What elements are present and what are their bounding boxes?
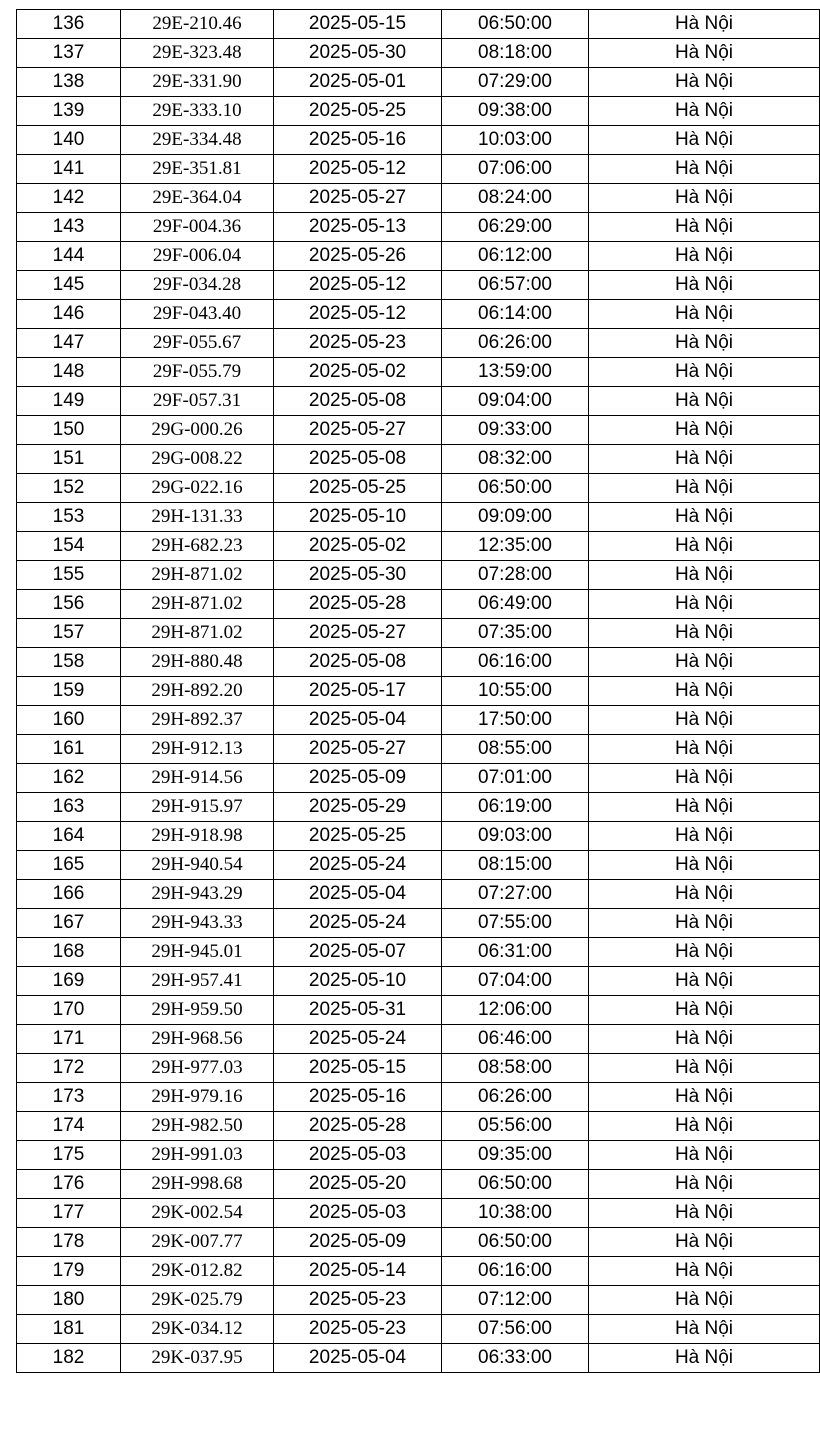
row-number-cell: 146 — [17, 300, 121, 329]
license-plate-cell: 29E-210.46 — [121, 10, 274, 39]
license-plate-cell: 29E-334.48 — [121, 126, 274, 155]
violation-date-cell: 2025-05-23 — [274, 329, 442, 358]
location-cell: Hà Nội — [589, 1054, 820, 1083]
license-plate-cell: 29H-945.01 — [121, 938, 274, 967]
violation-date-cell: 2025-05-10 — [274, 503, 442, 532]
location-cell: Hà Nội — [589, 155, 820, 184]
location-cell: Hà Nội — [589, 706, 820, 735]
violation-date-cell: 2025-05-10 — [274, 967, 442, 996]
row-number-cell: 168 — [17, 938, 121, 967]
location-cell: Hà Nội — [589, 184, 820, 213]
table-row — [17, 880, 820, 909]
violation-time-cell: 06:50:00 — [442, 474, 589, 503]
violation-date-cell: 2025-05-26 — [274, 242, 442, 271]
violation-time-cell: 06:46:00 — [442, 1025, 589, 1054]
row-number-cell: 144 — [17, 242, 121, 271]
table-row — [17, 445, 820, 474]
location-cell: Hà Nội — [589, 764, 820, 793]
license-plate-cell: 29H-682.23 — [121, 532, 274, 561]
violation-time-cell: 05:56:00 — [442, 1112, 589, 1141]
row-number-cell: 170 — [17, 996, 121, 1025]
violation-date-cell: 2025-05-25 — [274, 474, 442, 503]
location-cell: Hà Nội — [589, 851, 820, 880]
table-row — [17, 184, 820, 213]
violation-time-cell: 07:01:00 — [442, 764, 589, 793]
license-plate-cell: 29F-006.04 — [121, 242, 274, 271]
table-row — [17, 271, 820, 300]
violation-time-cell: 08:58:00 — [442, 1054, 589, 1083]
license-plate-cell: 29K-034.12 — [121, 1315, 274, 1344]
location-cell: Hà Nội — [589, 677, 820, 706]
location-cell: Hà Nội — [589, 1315, 820, 1344]
table-row — [17, 503, 820, 532]
location-cell: Hà Nội — [589, 996, 820, 1025]
location-cell: Hà Nội — [589, 1286, 820, 1315]
violation-time-cell: 06:49:00 — [442, 590, 589, 619]
license-plate-cell: 29K-037.95 — [121, 1344, 274, 1373]
row-number-cell: 137 — [17, 39, 121, 68]
row-number-cell: 180 — [17, 1286, 121, 1315]
table-row — [17, 97, 820, 126]
violation-time-cell: 08:32:00 — [442, 445, 589, 474]
license-plate-cell: 29H-880.48 — [121, 648, 274, 677]
license-plate-cell: 29H-982.50 — [121, 1112, 274, 1141]
license-plate-cell: 29E-333.10 — [121, 97, 274, 126]
table-row — [17, 1025, 820, 1054]
license-plate-cell: 29H-892.37 — [121, 706, 274, 735]
violation-time-cell: 06:16:00 — [442, 1257, 589, 1286]
row-number-cell: 158 — [17, 648, 121, 677]
license-plate-cell: 29H-914.56 — [121, 764, 274, 793]
violation-date-cell: 2025-05-27 — [274, 735, 442, 764]
violation-time-cell: 13:59:00 — [442, 358, 589, 387]
license-plate-cell: 29H-991.03 — [121, 1141, 274, 1170]
location-cell: Hà Nội — [589, 967, 820, 996]
violation-time-cell: 08:18:00 — [442, 39, 589, 68]
location-cell: Hà Nội — [589, 300, 820, 329]
license-plate-cell: 29H-940.54 — [121, 851, 274, 880]
license-plate-cell: 29H-871.02 — [121, 590, 274, 619]
location-cell: Hà Nội — [589, 822, 820, 851]
license-plate-cell: 29G-008.22 — [121, 445, 274, 474]
license-plate-cell: 29H-957.41 — [121, 967, 274, 996]
violation-time-cell: 06:33:00 — [442, 1344, 589, 1373]
violation-date-cell: 2025-05-24 — [274, 1025, 442, 1054]
row-number-cell: 145 — [17, 271, 121, 300]
license-plate-cell: 29E-331.90 — [121, 68, 274, 97]
row-number-cell: 181 — [17, 1315, 121, 1344]
location-cell: Hà Nội — [589, 1083, 820, 1112]
violation-time-cell: 06:12:00 — [442, 242, 589, 271]
violation-date-cell: 2025-05-12 — [274, 300, 442, 329]
table-row — [17, 126, 820, 155]
violation-date-cell: 2025-05-28 — [274, 1112, 442, 1141]
violation-time-cell: 06:29:00 — [442, 213, 589, 242]
violation-time-cell: 06:50:00 — [442, 1170, 589, 1199]
license-plate-cell: 29G-000.26 — [121, 416, 274, 445]
row-number-cell: 162 — [17, 764, 121, 793]
row-number-cell: 138 — [17, 68, 121, 97]
row-number-cell: 147 — [17, 329, 121, 358]
license-plate-cell: 29F-057.31 — [121, 387, 274, 416]
license-plate-cell: 29H-871.02 — [121, 561, 274, 590]
table-row — [17, 242, 820, 271]
location-cell: Hà Nội — [589, 416, 820, 445]
violation-date-cell: 2025-05-07 — [274, 938, 442, 967]
table-row — [17, 764, 820, 793]
license-plate-cell: 29K-002.54 — [121, 1199, 274, 1228]
violation-date-cell: 2025-05-09 — [274, 764, 442, 793]
violation-time-cell: 06:50:00 — [442, 10, 589, 39]
violation-table-body — [17, 10, 820, 1373]
violation-date-cell: 2025-05-12 — [274, 271, 442, 300]
row-number-cell: 142 — [17, 184, 121, 213]
violation-time-cell: 10:38:00 — [442, 1199, 589, 1228]
table-row — [17, 387, 820, 416]
violation-date-cell: 2025-05-25 — [274, 822, 442, 851]
table-row — [17, 213, 820, 242]
license-plate-cell: 29H-943.33 — [121, 909, 274, 938]
license-plate-cell: 29H-918.98 — [121, 822, 274, 851]
violation-time-cell: 06:19:00 — [442, 793, 589, 822]
violation-table — [16, 9, 820, 1373]
violation-date-cell: 2025-05-08 — [274, 387, 442, 416]
violation-time-cell: 06:31:00 — [442, 938, 589, 967]
table-row — [17, 938, 820, 967]
violation-time-cell: 08:24:00 — [442, 184, 589, 213]
license-plate-cell: 29H-943.29 — [121, 880, 274, 909]
violation-time-cell: 07:56:00 — [442, 1315, 589, 1344]
row-number-cell: 153 — [17, 503, 121, 532]
location-cell: Hà Nội — [589, 909, 820, 938]
license-plate-cell: 29H-959.50 — [121, 996, 274, 1025]
row-number-cell: 139 — [17, 97, 121, 126]
violation-time-cell: 06:14:00 — [442, 300, 589, 329]
table-row — [17, 996, 820, 1025]
location-cell: Hà Nội — [589, 1344, 820, 1373]
table-row — [17, 967, 820, 996]
violation-time-cell: 06:57:00 — [442, 271, 589, 300]
violation-time-cell: 07:28:00 — [442, 561, 589, 590]
location-cell: Hà Nội — [589, 880, 820, 909]
table-row — [17, 1257, 820, 1286]
license-plate-cell: 29G-022.16 — [121, 474, 274, 503]
violation-date-cell: 2025-05-28 — [274, 590, 442, 619]
location-cell: Hà Nội — [589, 39, 820, 68]
row-number-cell: 165 — [17, 851, 121, 880]
violation-time-cell: 08:15:00 — [442, 851, 589, 880]
table-row — [17, 358, 820, 387]
violation-time-cell: 12:06:00 — [442, 996, 589, 1025]
violation-date-cell: 2025-05-15 — [274, 1054, 442, 1083]
location-cell: Hà Nội — [589, 1228, 820, 1257]
row-number-cell: 173 — [17, 1083, 121, 1112]
row-number-cell: 161 — [17, 735, 121, 764]
license-plate-cell: 29E-364.04 — [121, 184, 274, 213]
location-cell: Hà Nội — [589, 1170, 820, 1199]
violation-date-cell: 2025-05-24 — [274, 909, 442, 938]
violation-date-cell: 2025-05-01 — [274, 68, 442, 97]
violation-time-cell: 07:27:00 — [442, 880, 589, 909]
table-row — [17, 677, 820, 706]
violation-date-cell: 2025-05-16 — [274, 126, 442, 155]
license-plate-cell: 29F-034.28 — [121, 271, 274, 300]
row-number-cell: 159 — [17, 677, 121, 706]
row-number-cell: 167 — [17, 909, 121, 938]
location-cell: Hà Nội — [589, 445, 820, 474]
location-cell: Hà Nội — [589, 1199, 820, 1228]
violation-time-cell: 09:03:00 — [442, 822, 589, 851]
violation-date-cell: 2025-05-30 — [274, 39, 442, 68]
violation-date-cell: 2025-05-27 — [274, 184, 442, 213]
violation-date-cell: 2025-05-27 — [274, 416, 442, 445]
license-plate-cell: 29H-998.68 — [121, 1170, 274, 1199]
violation-date-cell: 2025-05-30 — [274, 561, 442, 590]
table-row — [17, 1344, 820, 1373]
violation-date-cell: 2025-05-04 — [274, 1344, 442, 1373]
table-row — [17, 300, 820, 329]
table-row — [17, 1083, 820, 1112]
table-row — [17, 10, 820, 39]
violation-time-cell: 06:26:00 — [442, 329, 589, 358]
location-cell: Hà Nội — [589, 10, 820, 39]
row-number-cell: 174 — [17, 1112, 121, 1141]
table-row — [17, 1228, 820, 1257]
violation-date-cell: 2025-05-04 — [274, 880, 442, 909]
location-cell: Hà Nội — [589, 532, 820, 561]
location-cell: Hà Nội — [589, 619, 820, 648]
license-plate-cell: 29K-007.77 — [121, 1228, 274, 1257]
violation-time-cell: 09:35:00 — [442, 1141, 589, 1170]
table-row — [17, 1286, 820, 1315]
row-number-cell: 172 — [17, 1054, 121, 1083]
violation-date-cell: 2025-05-24 — [274, 851, 442, 880]
row-number-cell: 152 — [17, 474, 121, 503]
violation-time-cell: 09:33:00 — [442, 416, 589, 445]
license-plate-cell: 29H-912.13 — [121, 735, 274, 764]
violation-date-cell: 2025-05-15 — [274, 10, 442, 39]
license-plate-cell: 29H-871.02 — [121, 619, 274, 648]
violation-date-cell: 2025-05-14 — [274, 1257, 442, 1286]
violation-date-cell: 2025-05-25 — [274, 97, 442, 126]
row-number-cell: 175 — [17, 1141, 121, 1170]
location-cell: Hà Nội — [589, 68, 820, 97]
location-cell: Hà Nội — [589, 1112, 820, 1141]
violation-time-cell: 07:06:00 — [442, 155, 589, 184]
violation-time-cell: 10:55:00 — [442, 677, 589, 706]
license-plate-cell: 29H-968.56 — [121, 1025, 274, 1054]
table-row — [17, 1315, 820, 1344]
table-row — [17, 1170, 820, 1199]
row-number-cell: 140 — [17, 126, 121, 155]
row-number-cell: 148 — [17, 358, 121, 387]
violation-time-cell: 08:55:00 — [442, 735, 589, 764]
violation-time-cell: 09:09:00 — [442, 503, 589, 532]
violation-date-cell: 2025-05-20 — [274, 1170, 442, 1199]
violation-time-cell: 06:16:00 — [442, 648, 589, 677]
violation-time-cell: 06:26:00 — [442, 1083, 589, 1112]
table-row — [17, 793, 820, 822]
table-row — [17, 909, 820, 938]
license-plate-cell: 29E-323.48 — [121, 39, 274, 68]
license-plate-cell: 29F-043.40 — [121, 300, 274, 329]
location-cell: Hà Nội — [589, 213, 820, 242]
violation-date-cell: 2025-05-03 — [274, 1199, 442, 1228]
row-number-cell: 166 — [17, 880, 121, 909]
row-number-cell: 163 — [17, 793, 121, 822]
table-row — [17, 329, 820, 358]
row-number-cell: 154 — [17, 532, 121, 561]
row-number-cell: 160 — [17, 706, 121, 735]
table-row — [17, 39, 820, 68]
row-number-cell: 155 — [17, 561, 121, 590]
table-row — [17, 1112, 820, 1141]
violation-date-cell: 2025-05-09 — [274, 1228, 442, 1257]
violation-date-cell: 2025-05-17 — [274, 677, 442, 706]
table-row — [17, 851, 820, 880]
table-row — [17, 648, 820, 677]
table-row — [17, 1141, 820, 1170]
location-cell: Hà Nội — [589, 97, 820, 126]
license-plate-cell: 29H-915.97 — [121, 793, 274, 822]
location-cell: Hà Nội — [589, 561, 820, 590]
violation-time-cell: 09:38:00 — [442, 97, 589, 126]
table-row — [17, 735, 820, 764]
table-row — [17, 1199, 820, 1228]
violation-date-cell: 2025-05-08 — [274, 445, 442, 474]
location-cell: Hà Nội — [589, 1025, 820, 1054]
row-number-cell: 169 — [17, 967, 121, 996]
license-plate-cell: 29K-012.82 — [121, 1257, 274, 1286]
table-row — [17, 619, 820, 648]
violation-date-cell: 2025-05-23 — [274, 1286, 442, 1315]
violation-time-cell: 06:50:00 — [442, 1228, 589, 1257]
row-number-cell: 179 — [17, 1257, 121, 1286]
license-plate-cell: 29F-055.79 — [121, 358, 274, 387]
row-number-cell: 178 — [17, 1228, 121, 1257]
license-plate-cell: 29H-892.20 — [121, 677, 274, 706]
row-number-cell: 164 — [17, 822, 121, 851]
row-number-cell: 151 — [17, 445, 121, 474]
row-number-cell: 157 — [17, 619, 121, 648]
location-cell: Hà Nội — [589, 474, 820, 503]
table-row — [17, 561, 820, 590]
location-cell: Hà Nội — [589, 271, 820, 300]
violation-date-cell: 2025-05-02 — [274, 532, 442, 561]
row-number-cell: 177 — [17, 1199, 121, 1228]
row-number-cell: 141 — [17, 155, 121, 184]
location-cell: Hà Nội — [589, 358, 820, 387]
violation-date-cell: 2025-05-16 — [274, 1083, 442, 1112]
table-row — [17, 532, 820, 561]
license-plate-cell: 29K-025.79 — [121, 1286, 274, 1315]
location-cell: Hà Nội — [589, 735, 820, 764]
violation-time-cell: 07:04:00 — [442, 967, 589, 996]
violation-time-cell: 07:35:00 — [442, 619, 589, 648]
location-cell: Hà Nội — [589, 590, 820, 619]
violation-time-cell: 12:35:00 — [442, 532, 589, 561]
table-row — [17, 155, 820, 184]
location-cell: Hà Nội — [589, 126, 820, 155]
violation-time-cell: 10:03:00 — [442, 126, 589, 155]
violation-date-cell: 2025-05-03 — [274, 1141, 442, 1170]
row-number-cell: 136 — [17, 10, 121, 39]
location-cell: Hà Nội — [589, 1141, 820, 1170]
row-number-cell: 143 — [17, 213, 121, 242]
row-number-cell: 150 — [17, 416, 121, 445]
location-cell: Hà Nội — [589, 387, 820, 416]
violation-date-cell: 2025-05-08 — [274, 648, 442, 677]
row-number-cell: 156 — [17, 590, 121, 619]
violation-date-cell: 2025-05-27 — [274, 619, 442, 648]
location-cell: Hà Nội — [589, 793, 820, 822]
violation-list-sheet — [16, 9, 818, 1373]
table-row — [17, 68, 820, 97]
violation-date-cell: 2025-05-31 — [274, 996, 442, 1025]
row-number-cell: 171 — [17, 1025, 121, 1054]
license-plate-cell: 29H-977.03 — [121, 1054, 274, 1083]
location-cell: Hà Nội — [589, 648, 820, 677]
row-number-cell: 176 — [17, 1170, 121, 1199]
license-plate-cell: 29H-131.33 — [121, 503, 274, 532]
violation-time-cell: 17:50:00 — [442, 706, 589, 735]
license-plate-cell: 29H-979.16 — [121, 1083, 274, 1112]
license-plate-cell: 29F-055.67 — [121, 329, 274, 358]
violation-date-cell: 2025-05-12 — [274, 155, 442, 184]
license-plate-cell: 29E-351.81 — [121, 155, 274, 184]
table-row — [17, 822, 820, 851]
violation-date-cell: 2025-05-23 — [274, 1315, 442, 1344]
table-row — [17, 474, 820, 503]
location-cell: Hà Nội — [589, 1257, 820, 1286]
table-row — [17, 706, 820, 735]
violation-time-cell: 07:29:00 — [442, 68, 589, 97]
violation-date-cell: 2025-05-04 — [274, 706, 442, 735]
violation-date-cell: 2025-05-13 — [274, 213, 442, 242]
violation-date-cell: 2025-05-29 — [274, 793, 442, 822]
table-row — [17, 416, 820, 445]
row-number-cell: 149 — [17, 387, 121, 416]
violation-time-cell: 07:12:00 — [442, 1286, 589, 1315]
location-cell: Hà Nội — [589, 938, 820, 967]
violation-time-cell: 09:04:00 — [442, 387, 589, 416]
location-cell: Hà Nội — [589, 329, 820, 358]
table-row — [17, 1054, 820, 1083]
violation-time-cell: 07:55:00 — [442, 909, 589, 938]
violation-date-cell: 2025-05-02 — [274, 358, 442, 387]
location-cell: Hà Nội — [589, 242, 820, 271]
row-number-cell: 182 — [17, 1344, 121, 1373]
license-plate-cell: 29F-004.36 — [121, 213, 274, 242]
location-cell: Hà Nội — [589, 503, 820, 532]
table-row — [17, 590, 820, 619]
